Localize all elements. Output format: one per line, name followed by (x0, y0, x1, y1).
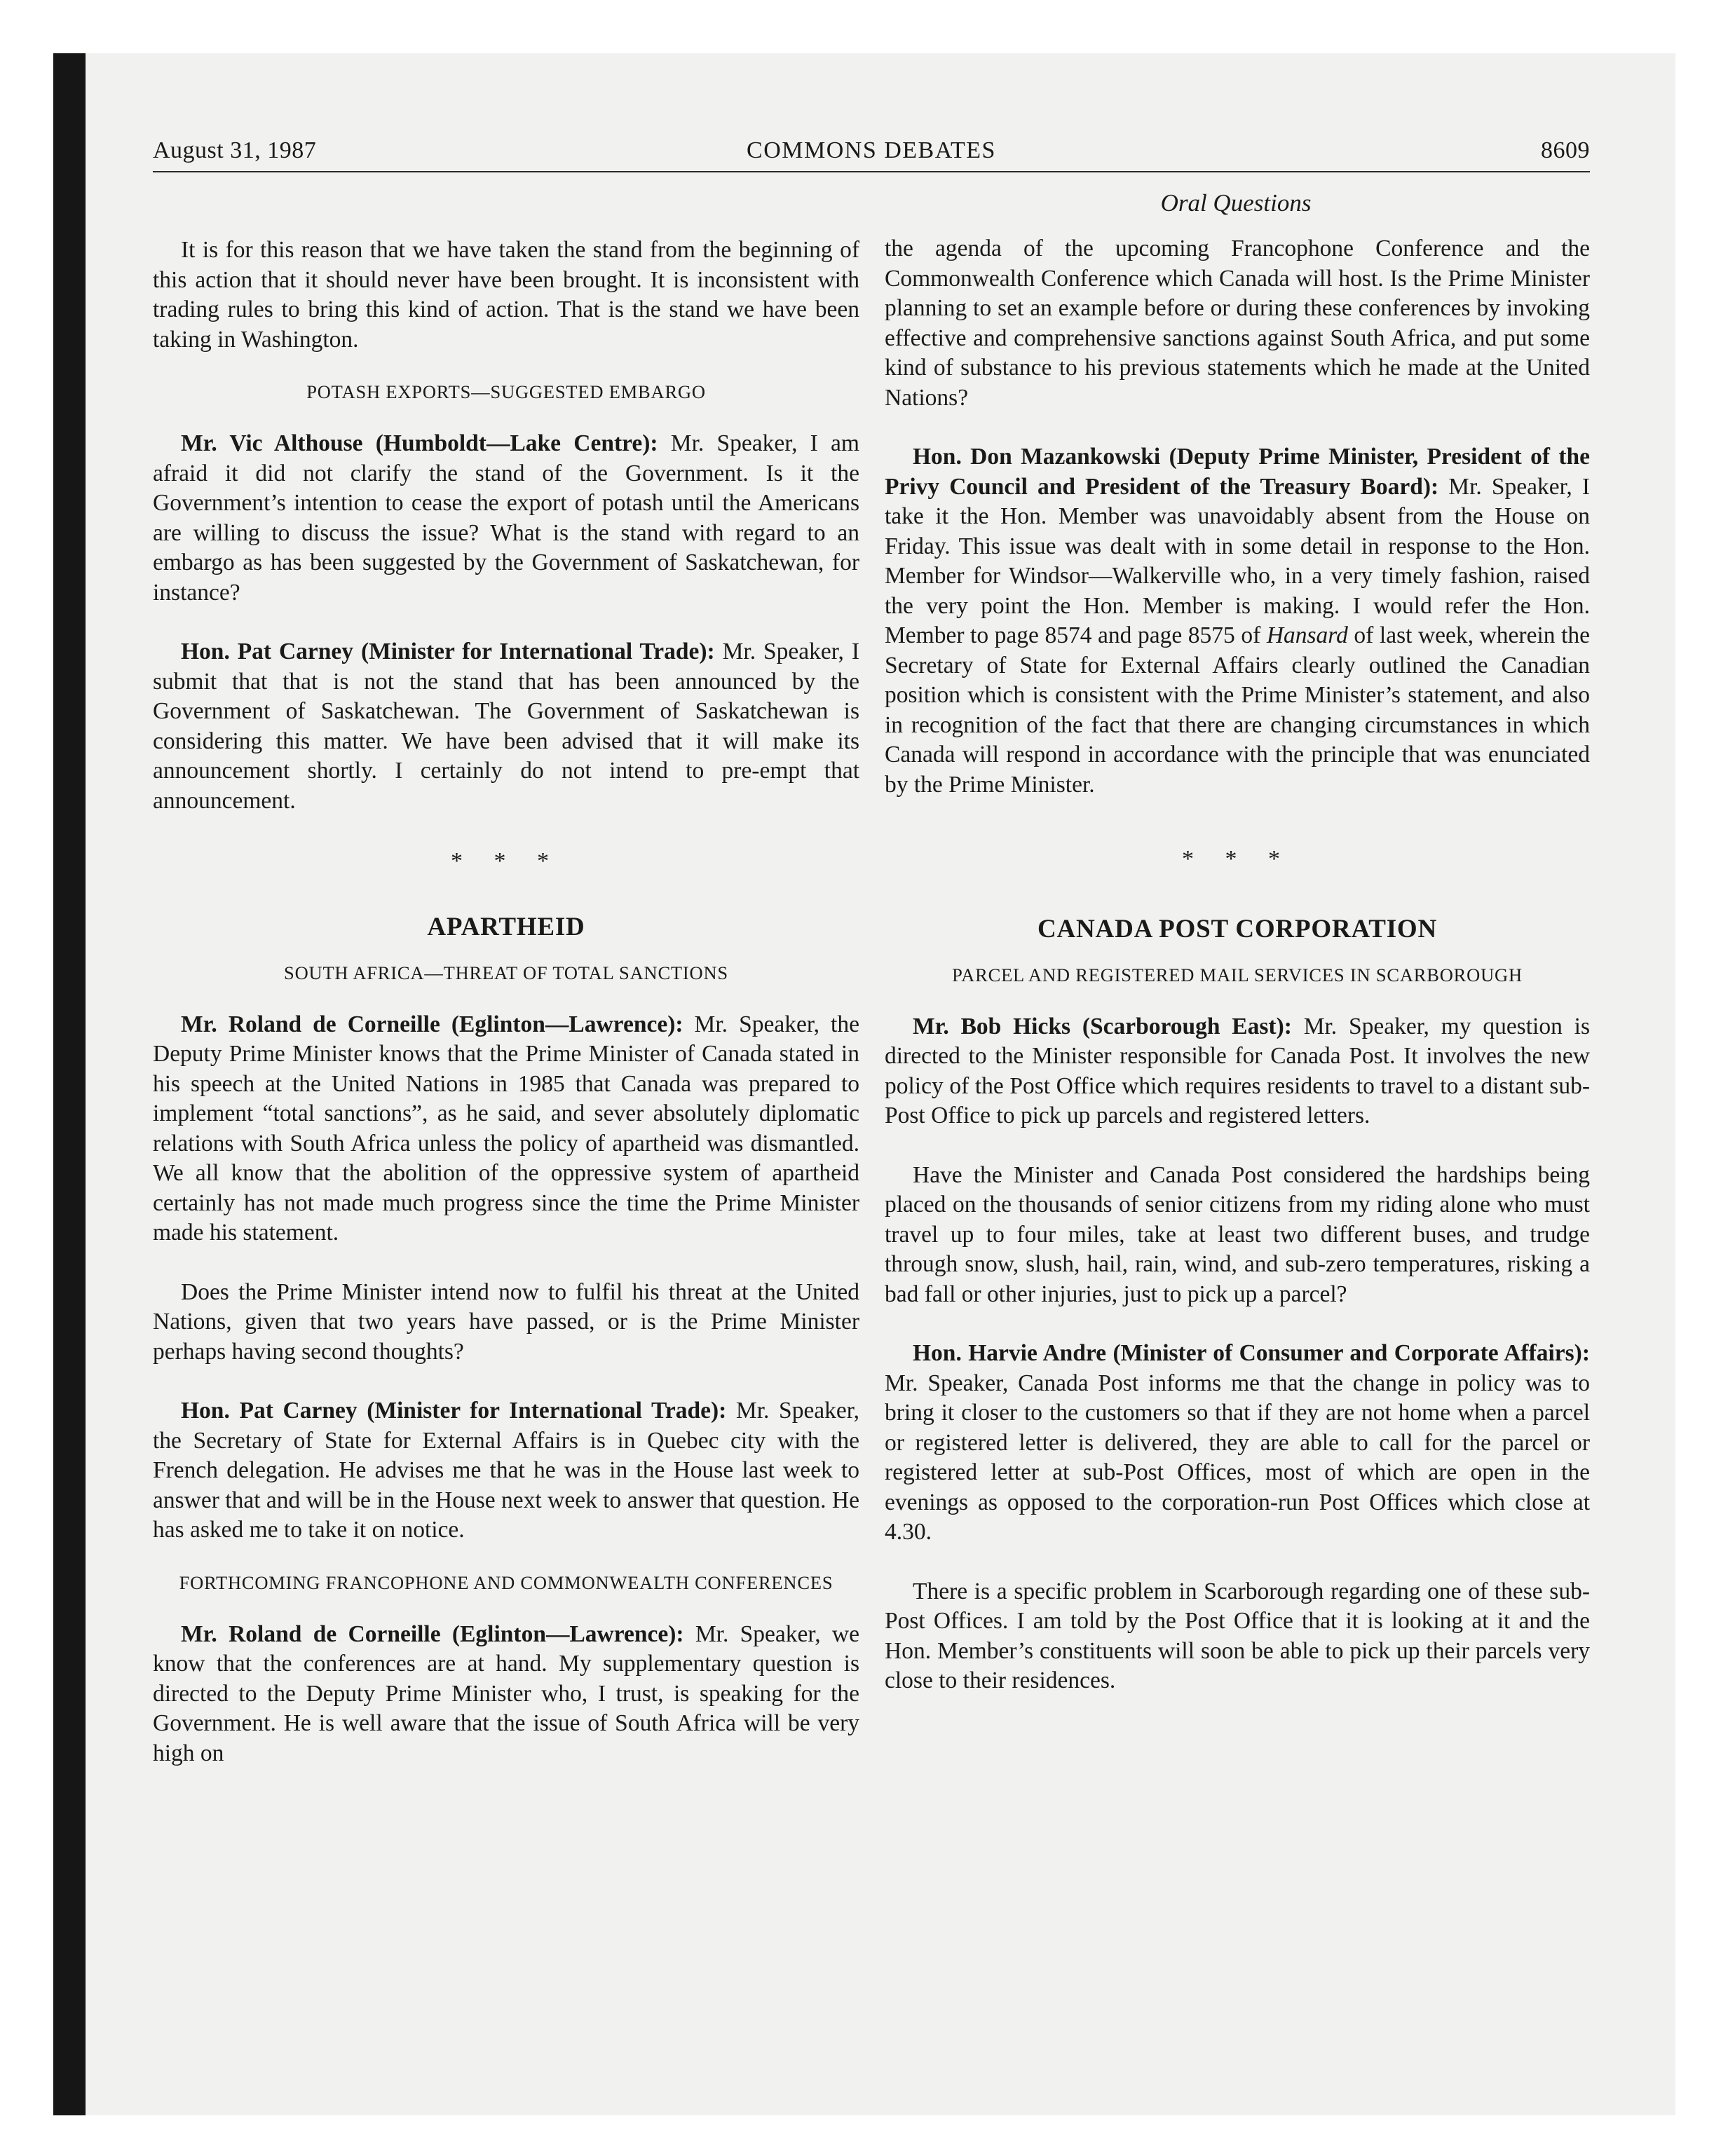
speaker-name: Hon. Don Mazankowski (Deputy Prime Minister, President of the Privy Council and President of the Treasury Board): (885, 444, 1590, 500)
header-title: COMMONS DEBATES (747, 137, 996, 163)
speaker-name: Mr. Roland de Corneille (Eglinton—Lawrence): (181, 1011, 683, 1037)
header-date: August 31, 1987 (153, 137, 317, 163)
left-column (153, 236, 859, 1768)
speech-text: Mr. Speaker, we know that the conferences are at hand. My supplementary question is directed to the Deputy Prime Minister who, I trust, is speaking for the Government. He is well aware that the issue of South Africa will be very high on (153, 1621, 859, 1766)
paragraph-andre (885, 1339, 1590, 1548)
italic-title: Hansard (1266, 622, 1348, 648)
speaker-name: Hon. Harvie Andre (Minister of Consumer and Corporate Affairs): (913, 1340, 1590, 1366)
speaker-name: Mr. Vic Althouse (Humboldt—Lake Centre): (181, 430, 658, 456)
subheading-potash: POTASH EXPORTS—SUGGESTED EMBARGO (306, 381, 706, 402)
paragraph: Have the Minister and Canada Post considered the hardships being placed on the thousands of senior citizens from my riding alone who must travel up to four miles, take at least two different buses, and trudge through snow, slush, hail, rain, wind, and sub-zero temperatures, risking a bad fall or other injuries, just to pick up a parcel? (885, 1161, 1590, 1307)
section-running-heading: Oral Questions (1160, 189, 1312, 217)
speaker-name: Hon. Pat Carney (Minister for International Trade): (181, 1398, 727, 1424)
speaker-name: Hon. Pat Carney (Minister for International Trade): (181, 639, 715, 664)
speaker-name: Mr. Bob Hicks (Scarborough East): (913, 1013, 1292, 1039)
speech-text: Mr. Speaker, the Deputy Prime Minister knows that the Prime Minister of Canada stated in his speech at the United Nations in 1985 that Canada was prepared to implement “total sanctions”, as he said, and sever absolutely diplomatic relations with South Africa unless the policy of apartheid was dismantled. We all know that the abolition of the oppressive system of apartheid certainly has not made much progress since the time the Prime Minister made his statement. (153, 1011, 859, 1246)
speech-text: Mr. Speaker, I am afraid it did not clarify the stand of the Government. Is it the Government’s intention to cease the export of potash until the Americans are willing to discuss the issue? What is the stand with regard to an embargo as has been suggested by the Government of Saskatchewan, for instance? (153, 430, 859, 606)
paragraph: It is for this reason that we have taken the stand from the beginning of this action that it should never have been brought. It is inconsistent with trading rules to bring this kind of action. That is the stand we have been taking in Washington. (153, 237, 859, 353)
paragraph-hicks (885, 1012, 1590, 1131)
speech-text: Mr. Speaker, I take it the Hon. Member was unavoidably absent from the House on Friday. This issue was dealt with in some detail in response to the Hon. Member for Windsor—Walkerville who, in a very timely fashion, raised the very point the Hon. Member is making. I would refer the Hon. Member to page 8574 and page 8575 of (885, 473, 1590, 648)
paragraph-mazankowski (885, 442, 1590, 800)
paragraph-de-corneille (153, 1620, 859, 1769)
paragraph: Does the Prime Minister intend now to fulfil his threat at the United Nations, given that two years have passed, or is the Prime Minister perhaps having second thoughts? (153, 1278, 859, 1365)
heading-apartheid: APARTHEID (427, 912, 585, 941)
section-separator: * * * (451, 848, 562, 874)
page-header (153, 137, 1590, 172)
subheading-conferences: FORTHCOMING FRANCOPHONE AND COMMONWEALTH CONFERENCES (179, 1571, 834, 1593)
speech-text: Mr. Speaker, my question is directed to the Minister responsible for Canada Post. It involves the new policy of the Post Office which requires residents to travel to a distant sub-Post Office to pick up parcels and registered letters. (885, 1013, 1590, 1128)
paragraph-de-corneille (153, 1010, 859, 1248)
subheading-scarborough: PARCEL AND REGISTERED MAIL SERVICES IN SCARBOROUGH (952, 964, 1523, 985)
section-separator: * * * (1182, 846, 1293, 872)
right-column (885, 234, 1590, 1696)
paragraph: There is a specific problem in Scarborough regarding one of these sub-Post Offices. I am told by the Post Office that it is looking at it and the Hon. Member’s constituents will soon be able to pick up their parcels very close to their residences. (885, 1578, 1590, 1693)
subheading-sanctions: SOUTH AFRICA—THREAT OF TOTAL SANCTIONS (284, 962, 728, 983)
paragraph-carney (153, 637, 859, 816)
heading-canada-post: CANADA POST CORPORATION (1037, 914, 1438, 943)
speech-text: Mr. Speaker, Canada Post informs me that the change in policy was to bring it closer to the customers so that if they are not home when a parcel or registered letter is delivered, they are able to call for the parcel or registered letter at sub-Post Offices, most of which are open in the evenings as opposed to the corporation-run Post Offices which close at 4.30. (885, 1370, 1590, 1545)
header-page-number: 8609 (1541, 137, 1590, 163)
speech-text: of last week, wherein the Secretary of State for External Affairs clearly outlined the Canadian position which is consistent with the Prime Minister’s statement, and also in recognition of the fact that there are changing circumstances in which Canada will respond in accordance with the principle that was enunciated by the Prime Minister. (885, 622, 1590, 798)
speech-text: Mr. Speaker, the Secretary of State for External Affairs is in Quebec city with the French delegation. He advises me that he was in the House last week to answer that and will be in the House next week to answer that question. He has asked me to take it on notice. (153, 1398, 859, 1543)
paragraph-carney (153, 1396, 859, 1546)
speech-text: Mr. Speaker, I submit that that is not the stand that has been announced by the Government of Saskatchewan. The Government of Saskatchewan is considering this matter. We have been advised that it will make its announcement shortly. I certainly do not intend to pre-empt that announcement. (153, 639, 859, 814)
speaker-name: Mr. Roland de Corneille (Eglinton—Lawrence): (181, 1621, 684, 1647)
scan-edge-bar (53, 53, 86, 2115)
paragraph: the agenda of the upcoming Francophone Conference and the Commonwealth Conference which Canada will host. Is the Prime Minister planning to set an example before or during these conferences by invoking effective and comprehensive sanctions against South Africa, and put some kind of substance to his previous statements which he made at the United Nations? (885, 236, 1590, 411)
paragraph-althouse (153, 429, 859, 608)
